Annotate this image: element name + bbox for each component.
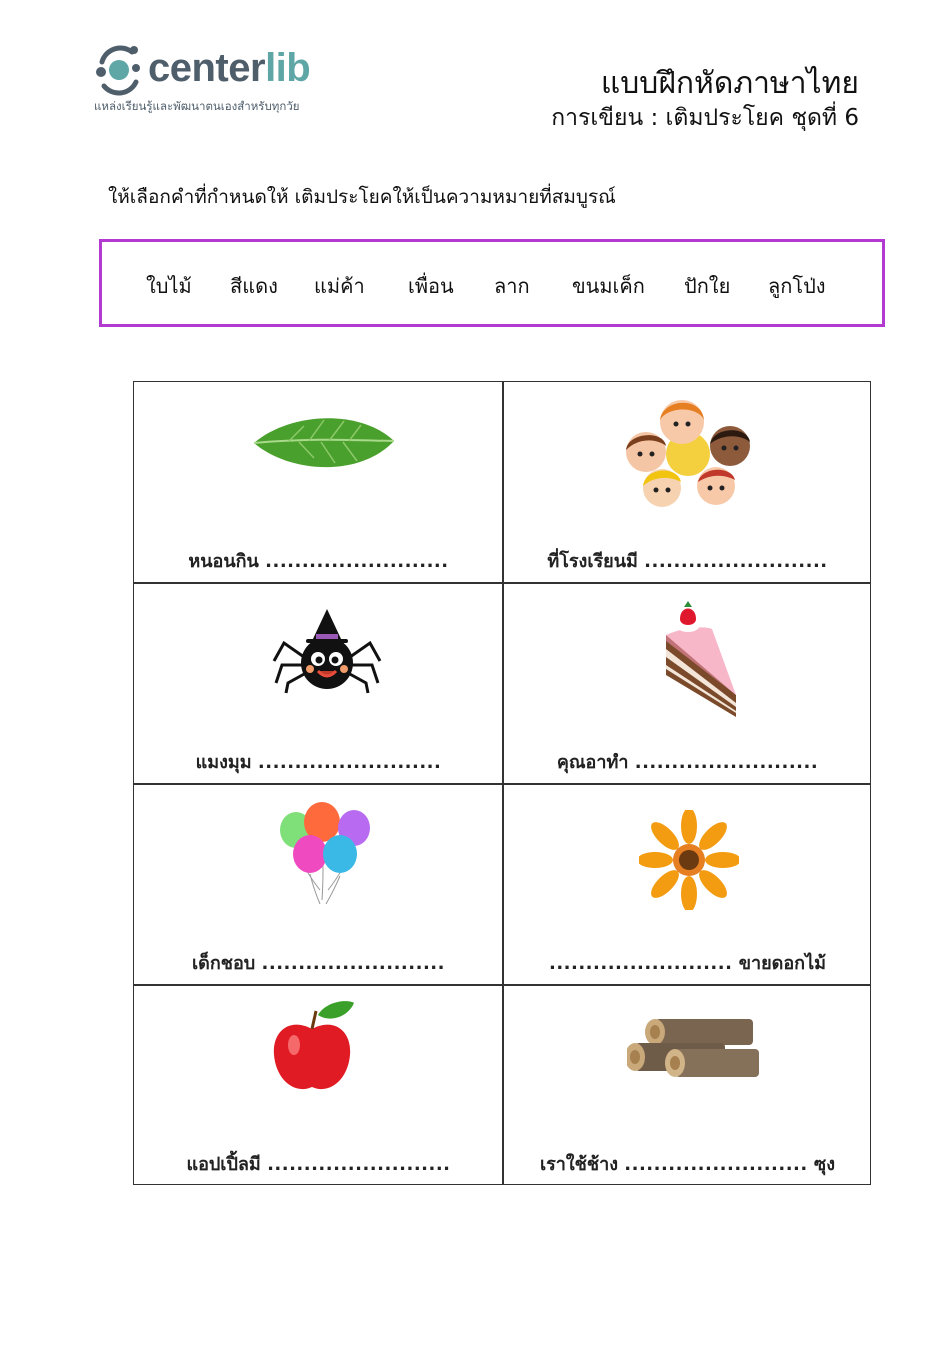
word-bank-item: ลาก [494, 274, 530, 298]
instruction-text: ให้เลือกคำที่กำหนดให้ เติมประโยคให้เป็นความหมายที่สมบูรณ์ [108, 186, 616, 208]
answer-blank: ......................... [634, 752, 819, 773]
exercise-sentence: คุณอาทำ ......................... [556, 752, 819, 773]
exercise-sentence: หนอนกิน ......................... [188, 551, 449, 572]
exercise-sentence: เราใช้ช้าง ......................... ซุง [539, 1154, 836, 1175]
flower-icon [639, 810, 739, 910]
page-title: แบบฝึกหัดภาษาไทย [600, 66, 859, 101]
word-bank-item: ปักใย [684, 274, 731, 298]
apple-icon [270, 999, 360, 1094]
exercise-cell [134, 583, 503, 784]
exercise-sentence: ......................... ขายดอกไม้ [548, 953, 826, 974]
word-bank-box [99, 239, 885, 327]
children-icon [618, 396, 758, 511]
exercise-sentence: แมงมุม ......................... [195, 752, 442, 773]
answer-blank: ......................... [267, 1154, 451, 1175]
leaf-icon [249, 408, 399, 478]
exercise-cell [503, 985, 872, 1186]
word-bank-item: สีแดง [230, 274, 278, 298]
exercise-sentence: ที่โรงเรียนมี ......................... [547, 551, 828, 572]
logs-icon [627, 1015, 767, 1085]
exercise-grid [133, 381, 871, 1185]
logo-mark-icon [92, 42, 148, 98]
logo [92, 42, 352, 122]
cake-icon [658, 599, 748, 719]
word-bank-item: ใบไม้ [146, 274, 192, 298]
exercise-sentence: แอปเปิ้ลมี ......................... [186, 1154, 451, 1175]
answer-blank: ......................... [261, 953, 445, 974]
exercise-sentence: เด็กชอบ ......................... [192, 953, 445, 974]
exercise-cell [134, 985, 503, 1186]
answer-blank: ......................... [548, 953, 733, 974]
spider-icon [272, 605, 382, 695]
answer-blank: ......................... [644, 551, 828, 572]
word-bank-item: ขนมเค็ก [572, 274, 645, 298]
exercise-cell [503, 784, 872, 985]
exercise-cell [503, 382, 872, 583]
word-bank-item: แม่ค้า [314, 274, 365, 298]
exercise-cell [134, 784, 503, 985]
logo-wordmark: centerlib [148, 46, 311, 90]
exercise-cell [134, 382, 503, 583]
balloons-icon [274, 800, 374, 910]
answer-blank: ......................... [265, 551, 449, 572]
answer-blank: ......................... [624, 1154, 808, 1175]
word-bank-item: ลูกโป่ง [768, 274, 826, 298]
answer-blank: ......................... [257, 752, 442, 773]
logo-tagline: แหล่งเรียนรู้และพัฒนาตนเองสำหรับทุกวัย [94, 99, 300, 113]
page-subtitle: การเขียน : เติมประโยค ชุดที่ 6 [551, 105, 859, 131]
word-bank-item: เพื่อน [408, 274, 454, 298]
exercise-cell [503, 583, 872, 784]
